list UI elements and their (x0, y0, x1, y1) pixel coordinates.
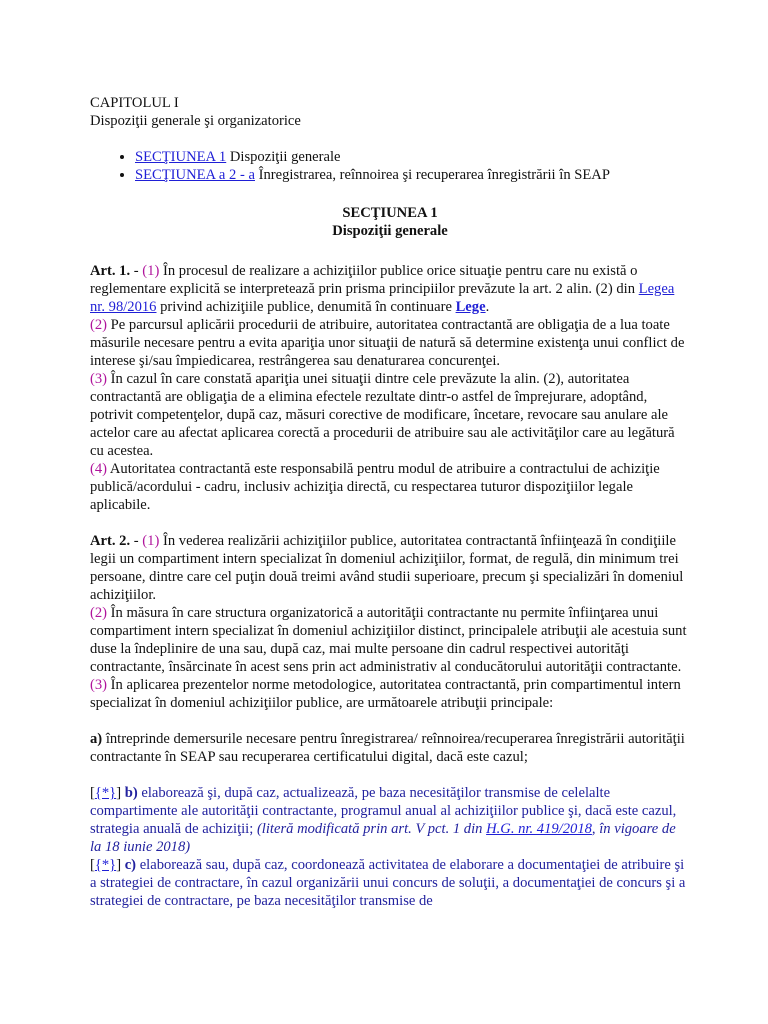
art1-p4-text: Autoritatea contractantă este responsabilă pentru modul de atribuire a contractului de achiziţie publică/acordului - cadru, inclusiv achiziţia directă, cu respectarea tuturor dispoziţiilor legale aplicabile. (90, 461, 660, 513)
item-c-ref-link[interactable]: {*} (94, 857, 117, 873)
hg-419-2018-link[interactable]: H.G. nr. 419/2018 (486, 821, 592, 837)
art2-p2-text: În măsura în care structura organizatorică a autorităţii contractante nu permite înfiinţarea unui compartiment intern specializat în domeniul achiziţiilor distinct, principalele atribuţii ale acestuia sunt duse la îndeplinire de una sau, după caz, mai multe persoane din cadrul respectivei autorităţi contractante, însărcinate în acest sens prin act administrativ al conducătorului autorităţii contractante. (90, 605, 687, 675)
toc-item (135, 166, 690, 184)
item-b-close: ] (116, 785, 125, 801)
art2-p2-num: (2) (90, 605, 108, 621)
item-b-note-end: , în vigoare de la 18 iunie 2018) (90, 821, 676, 855)
document-body (90, 94, 690, 910)
art2-par3 (90, 676, 690, 712)
art1-p2-text: Pe parcursul aplicării procedurii de atribuire, autoritatea contractantă are obligaţia de a lua toate măsurile necesare pentru a evita apariţia unor situaţii de natură să determine existenţa unui conflict de interese şi/sau împiedicarea, restrângerea sau denaturarea concurenţei. (90, 317, 685, 369)
item-c-open: [ (90, 857, 95, 873)
art1-p1-text2: privind achiziţiile publice, denumită în continuare (156, 299, 456, 315)
chapter-subtitle: Dispoziţii generale şi organizatorice (90, 113, 301, 129)
art1-p3-num: (3) (90, 371, 108, 387)
item-b-note-start: (literă modificată prin art. V pct. 1 din (256, 821, 487, 837)
art1-p1-num: (1) (142, 263, 160, 279)
art2-dash: - (130, 533, 143, 549)
item-a-text: întreprinde demersurile necesare pentru înregistrarea/ reînnoirea/recuperarea înregistrării autorităţii contractante în SEAP sau recuperarea certificatului digital, dacă este cazul; (90, 731, 685, 765)
art1-p4-num: (4) (90, 461, 108, 477)
art2-par1 (90, 532, 690, 604)
item-c-close: ] (116, 857, 125, 873)
toc-link-section-1[interactable]: SECŢIUNEA 1 (135, 149, 227, 165)
toc-item (135, 148, 690, 166)
art2-p1-text: În vederea realizării achiziţiilor publice, autoritatea contractantă înfiinţează în condiţiile legii un compartiment intern specializat în domeniul achiziţiilor, format, de regulă, din minimum trei persoane, dintre care cel puţin două treimi având studii superioare, precum şi specializări în domeniul achiziţiilor. (90, 533, 684, 603)
art1-p2-num: (2) (90, 317, 108, 333)
item-c-label: c) (124, 857, 137, 873)
toc-link-section-2[interactable]: SECŢIUNEA a 2 - a (135, 167, 255, 183)
art1-p1-text: În procesul de realizare a achiziţiilor publice orice situaţie pentru care nu există o reglementare explicită se interpretează prin prisma principiilor prevăzute la art. 2 alin. (2) din (90, 263, 639, 297)
chapter-title: CAPITOLUL I (90, 95, 179, 111)
art2-p1-num: (1) (142, 533, 160, 549)
section-subtitle: Dispoziţii generale (332, 223, 448, 239)
art1-dash: - (130, 263, 143, 279)
art1-par1 (90, 262, 690, 316)
art1-p3-text: În cazul în care constată apariţia unei situaţii dintre cele prevăzute la alin. (2), autoritatea contractantă are obligaţia de a elimina efectele rezultate dintr-o astfel de împrejurare, adoptând, potrivit competenţelor, după caz, măsuri corective de modificare, încetare, revocare sau anulare ale actelor care au afectat aplicarea corectă a procedurii de atribuire sau ale activităţilor care au legătură cu acestea. (90, 371, 675, 459)
art1-p1-end: . (485, 299, 490, 315)
section-title: SECŢIUNEA 1 (342, 205, 438, 221)
art1-label: Art. 1. (90, 263, 131, 279)
art2-p3-text: În aplicarea prezentelor norme metodologice, autoritatea contractantă, prin compartimentul intern specializat în domeniul achiziţiilor publice, are următoarele atribuţii principale: (90, 677, 681, 711)
art2-par2 (90, 604, 690, 676)
item-b-ref-link[interactable]: {*} (94, 785, 117, 801)
law-98-2016-link[interactable]: Legea nr. 98/2016 (90, 281, 675, 315)
toc-text: Înregistrarea, reînnoirea şi recuperarea înregistrării în SEAP (254, 167, 610, 183)
item-b-label: b) (124, 785, 138, 801)
art1-par3 (90, 370, 690, 460)
art2-item-c (90, 856, 690, 910)
item-b-text: elaborează şi, după caz, actualizează, pe baza necesităţilor transmise de celelalte compartimente ale autorităţii contractante, programul anual al achiziţiilor publice şi, dacă este cazul, strategia anuală de achiziţii; (90, 785, 677, 837)
art2-label: Art. 2. (90, 533, 131, 549)
item-b-open: [ (90, 785, 95, 801)
item-c-text: elaborează sau, după caz, coordonează activitatea de elaborare a documentaţiei de atribuire şi a strategiei de contractare, în cazul organizării unui concurs de soluţii, a documentaţiei de concurs şi a strategiei de contractare, pe baza necesităţilor transmise de (90, 857, 686, 909)
art2-item-a (90, 730, 690, 766)
item-a-label: a) (90, 731, 103, 747)
art2-item-b (90, 784, 690, 856)
lege-link[interactable]: Lege (455, 299, 486, 315)
art2-p3-num: (3) (90, 677, 108, 693)
toc-text: Dispoziţii generale (226, 149, 341, 165)
section-toc (90, 148, 690, 184)
art1-par2 (90, 316, 690, 370)
art1-par4 (90, 460, 690, 514)
